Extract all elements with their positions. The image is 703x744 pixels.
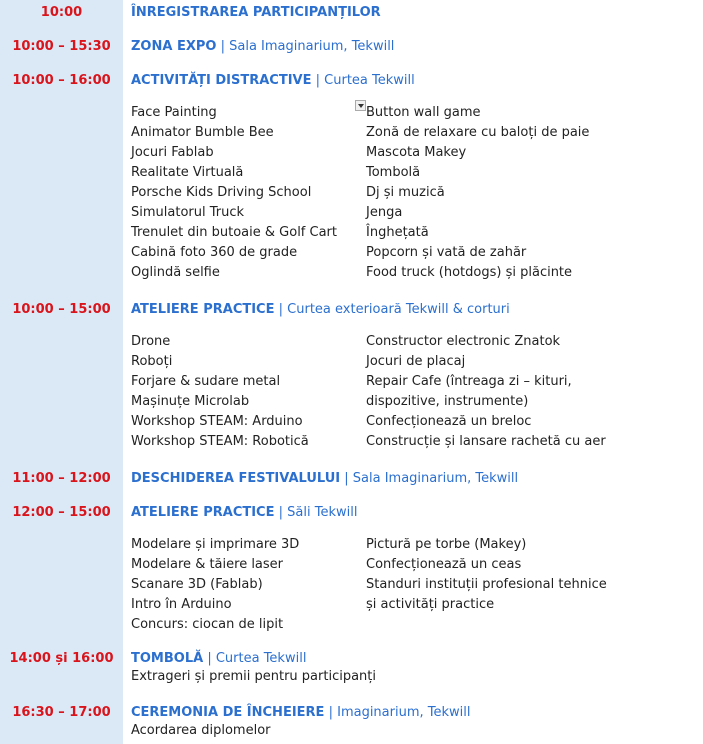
list-item: dispozitive, instrumente) bbox=[366, 394, 529, 409]
separator: | bbox=[278, 302, 284, 317]
activity-column-right bbox=[366, 103, 696, 283]
list-item: Face Painting bbox=[131, 105, 217, 120]
activity-column-right bbox=[366, 332, 696, 452]
list-item: Dj și muzică bbox=[366, 185, 445, 200]
time-slot: 10:00 bbox=[0, 0, 123, 23]
list-item: Animator Bumble Bee bbox=[131, 125, 274, 140]
list-item: Intro în Arduino bbox=[131, 597, 232, 612]
time-slot: 11:00 – 12:00 bbox=[0, 466, 123, 489]
section-location: Săli Tekwill bbox=[287, 505, 358, 520]
list-item: Înghețată bbox=[366, 225, 429, 240]
list-item: Construcție și lansare rachetă cu aer bbox=[366, 434, 606, 449]
activity-columns bbox=[131, 332, 703, 452]
section-header bbox=[131, 466, 703, 487]
list-item: Modelare & tăiere laser bbox=[131, 557, 284, 572]
section-description: Acordarea diplomelor bbox=[131, 723, 271, 738]
separator: | bbox=[328, 705, 333, 720]
list-item: Oglindă selfie bbox=[131, 265, 220, 280]
list-item: Modelare și imprimare 3D bbox=[131, 537, 300, 552]
separator: | bbox=[220, 39, 225, 54]
section-description: Extrageri și premii pentru participanți bbox=[131, 669, 377, 684]
schedule-row bbox=[0, 700, 703, 744]
list-item: Workshop STEAM: Robotică bbox=[131, 434, 309, 449]
section-header bbox=[131, 68, 703, 89]
list-item: Standuri instituții profesional tehnice bbox=[366, 577, 607, 592]
separator: | bbox=[344, 471, 349, 486]
activity-column-right bbox=[366, 535, 696, 635]
list-item: Concurs: ciocan de lipit bbox=[131, 617, 284, 632]
section-title: ÎNREGISTRAREA PARTICIPANȚILOR bbox=[131, 5, 381, 20]
list-item: Popcorn și vată de zahăr bbox=[366, 245, 527, 260]
list-item: Confecționează un breloc bbox=[366, 414, 532, 429]
schedule-row bbox=[0, 500, 703, 638]
section-location: Sala Imaginarium, Tekwill bbox=[352, 471, 519, 486]
list-item: Constructor electronic Znatok bbox=[366, 334, 561, 349]
separator: | bbox=[278, 505, 284, 520]
activity-column-left bbox=[131, 332, 366, 452]
section-title: CEREMONIA DE ÎNCHEIERE bbox=[131, 705, 325, 720]
list-item: Food truck (hotdogs) și plăcinte bbox=[366, 265, 573, 280]
list-item: Workshop STEAM: Arduino bbox=[131, 414, 303, 429]
section-header bbox=[131, 0, 703, 21]
time-slot: 10:00 – 16:00 bbox=[0, 68, 123, 285]
list-item: Drone bbox=[131, 334, 171, 349]
activity-columns bbox=[131, 535, 703, 635]
schedule-row bbox=[0, 646, 703, 690]
list-item: Simulatorul Truck bbox=[131, 205, 245, 220]
time-slot: 10:00 – 15:30 bbox=[0, 34, 123, 57]
list-item: Roboți bbox=[131, 354, 173, 369]
section-title: ZONA EXPO bbox=[131, 39, 217, 54]
list-item: Mașinuțe Microlab bbox=[131, 394, 250, 409]
section-title: ACTIVITĂȚI DISTRACTIVE bbox=[131, 73, 312, 88]
list-item: Realitate Virtuală bbox=[131, 165, 244, 180]
time-slot: 14:00 și 16:00 bbox=[0, 646, 123, 690]
section-title: ATELIERE PRACTICE bbox=[131, 505, 275, 520]
activity-column-left bbox=[131, 103, 366, 283]
list-item: și activități practice bbox=[366, 597, 495, 612]
list-item: Jocuri de placaj bbox=[366, 354, 466, 369]
section-location: Sala Imaginarium, Tekwill bbox=[229, 39, 395, 54]
section-location: Imaginarium, Tekwill bbox=[337, 705, 471, 720]
chevron-down-icon[interactable] bbox=[355, 100, 366, 111]
schedule-row bbox=[0, 297, 703, 455]
separator: | bbox=[207, 651, 212, 666]
activity-column-left bbox=[131, 535, 366, 635]
section-header bbox=[131, 646, 703, 667]
activity-columns bbox=[131, 103, 703, 283]
list-item: Button wall game bbox=[366, 105, 481, 120]
list-item: Pictură pe torbe (Makey) bbox=[366, 537, 527, 552]
section-location: Curtea Tekwill bbox=[324, 73, 415, 88]
list-item: Tombolă bbox=[366, 165, 421, 180]
list-item: Zonă de relaxare cu baloți de paie bbox=[366, 125, 590, 140]
time-slot: 10:00 – 15:00 bbox=[0, 297, 123, 455]
time-slot: 16:30 – 17:00 bbox=[0, 700, 123, 744]
list-item: Porsche Kids Driving School bbox=[131, 185, 312, 200]
list-item: Mascota Makey bbox=[366, 145, 467, 160]
schedule-row bbox=[0, 0, 703, 23]
list-item: Cabină foto 360 de grade bbox=[131, 245, 298, 260]
section-title: ATELIERE PRACTICE bbox=[131, 302, 275, 317]
section-header bbox=[131, 34, 703, 55]
section-title: TOMBOLĂ bbox=[131, 651, 204, 666]
list-item: Repair Cafe (întreaga zi – kituri, bbox=[366, 374, 572, 389]
separator: | bbox=[315, 73, 321, 88]
schedule-row bbox=[0, 34, 703, 57]
section-location: Curtea Tekwill bbox=[215, 651, 307, 666]
section-header bbox=[131, 700, 703, 721]
list-item: Scanare 3D (Fablab) bbox=[131, 577, 263, 592]
section-title: DESCHIDEREA FESTIVALULUI bbox=[131, 471, 341, 486]
list-item: Jocuri Fablab bbox=[131, 145, 214, 160]
section-location: Curtea exterioară Tekwill & corturi bbox=[287, 302, 510, 317]
list-item: Confecționează un ceas bbox=[366, 557, 522, 572]
list-item: Trenulet din butoaie & Golf Cart bbox=[131, 225, 337, 240]
section-header bbox=[131, 297, 703, 318]
list-item: Forjare & sudare metal bbox=[131, 374, 281, 389]
time-slot: 12:00 – 15:00 bbox=[0, 500, 123, 638]
schedule-row bbox=[0, 466, 703, 489]
schedule-row bbox=[0, 68, 703, 285]
section-header bbox=[131, 500, 703, 521]
list-item: Jenga bbox=[366, 205, 403, 220]
